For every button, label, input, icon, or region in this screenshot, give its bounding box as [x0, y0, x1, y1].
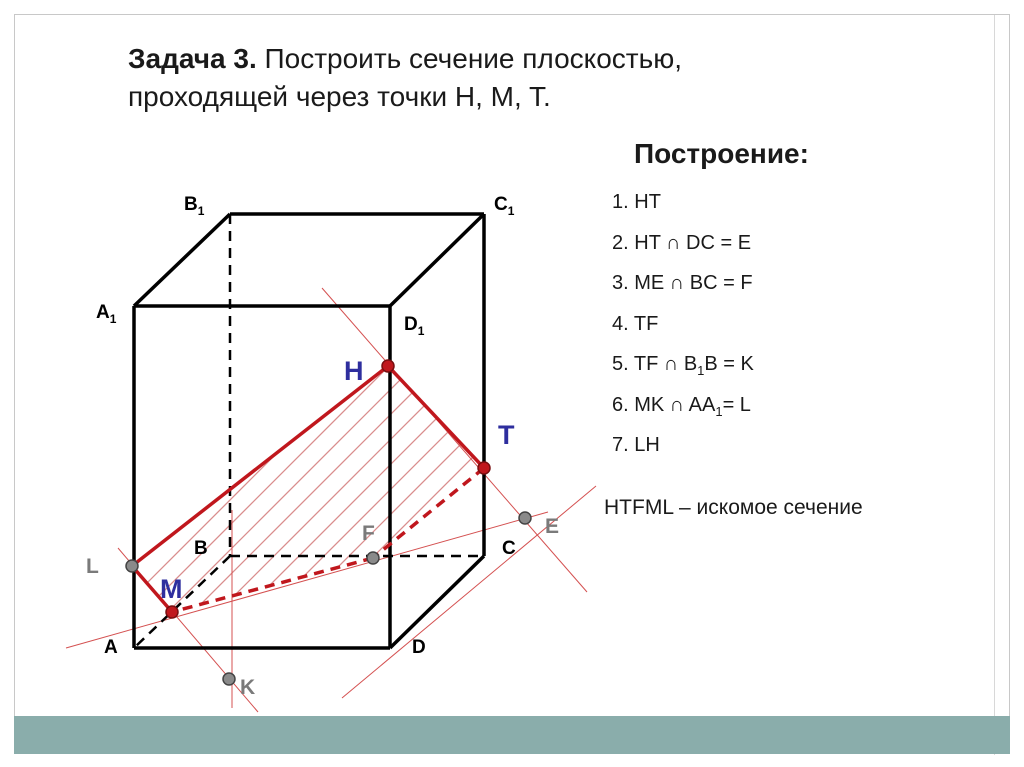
label-A1: $A_1$	[96, 302, 117, 326]
prism-edges	[134, 214, 484, 648]
label-C1: $C_1$	[494, 194, 515, 218]
line-ME	[66, 512, 548, 648]
label-A: A	[104, 637, 118, 658]
label-M: M	[160, 574, 183, 604]
task-text-line1: Построить сечение плоскостью,	[264, 43, 682, 74]
point-K	[223, 673, 235, 685]
edge-C1D1	[390, 214, 484, 306]
step-5: 5. TF ∩ $B_1B = K$	[612, 353, 754, 378]
section-edge-FM	[172, 558, 373, 612]
section-edge-HL	[132, 366, 388, 566]
section-outline	[132, 366, 484, 612]
point-M	[166, 606, 178, 618]
step-3: 3. ME ∩ BC = F	[612, 272, 753, 294]
point-E	[519, 512, 531, 524]
result-statement: HTFML – искомое сечение	[604, 496, 863, 519]
step-1: 1. HT	[612, 191, 661, 213]
point-T	[478, 462, 490, 474]
label-B1: $B_1$	[184, 194, 205, 218]
label-K: K	[240, 676, 256, 699]
task-text-line2: проходящей через точки H, M, T.	[128, 81, 551, 112]
label-D: D	[412, 637, 426, 658]
section-hatching	[30, 280, 850, 700]
construction-heading: Построение:	[634, 138, 809, 169]
label-B: B	[194, 538, 208, 559]
step-4: 4. TF	[612, 312, 659, 335]
section-hidden-outline	[172, 468, 484, 612]
step-7: 7. LH	[612, 434, 660, 456]
label-L: L	[86, 555, 99, 578]
line-HE	[322, 288, 587, 592]
step-6: 6. MK ∩ $AA_1= L$	[612, 393, 751, 419]
edge-DC	[390, 556, 484, 648]
label-H: H	[344, 356, 364, 386]
point-H	[382, 360, 394, 372]
prism-hidden-edges	[134, 214, 484, 648]
label-C: C	[502, 538, 516, 559]
label-F: F	[362, 522, 375, 545]
edge-B1A1	[134, 214, 230, 306]
label-T: T	[498, 420, 515, 450]
label-E: E	[545, 515, 560, 538]
step-2: 2. HT ∩ DC = E	[612, 231, 752, 254]
task-number: Задача 3.	[128, 43, 257, 74]
label-D1: $D_1$	[404, 314, 425, 338]
point-L	[126, 560, 138, 572]
point-F	[367, 552, 379, 564]
